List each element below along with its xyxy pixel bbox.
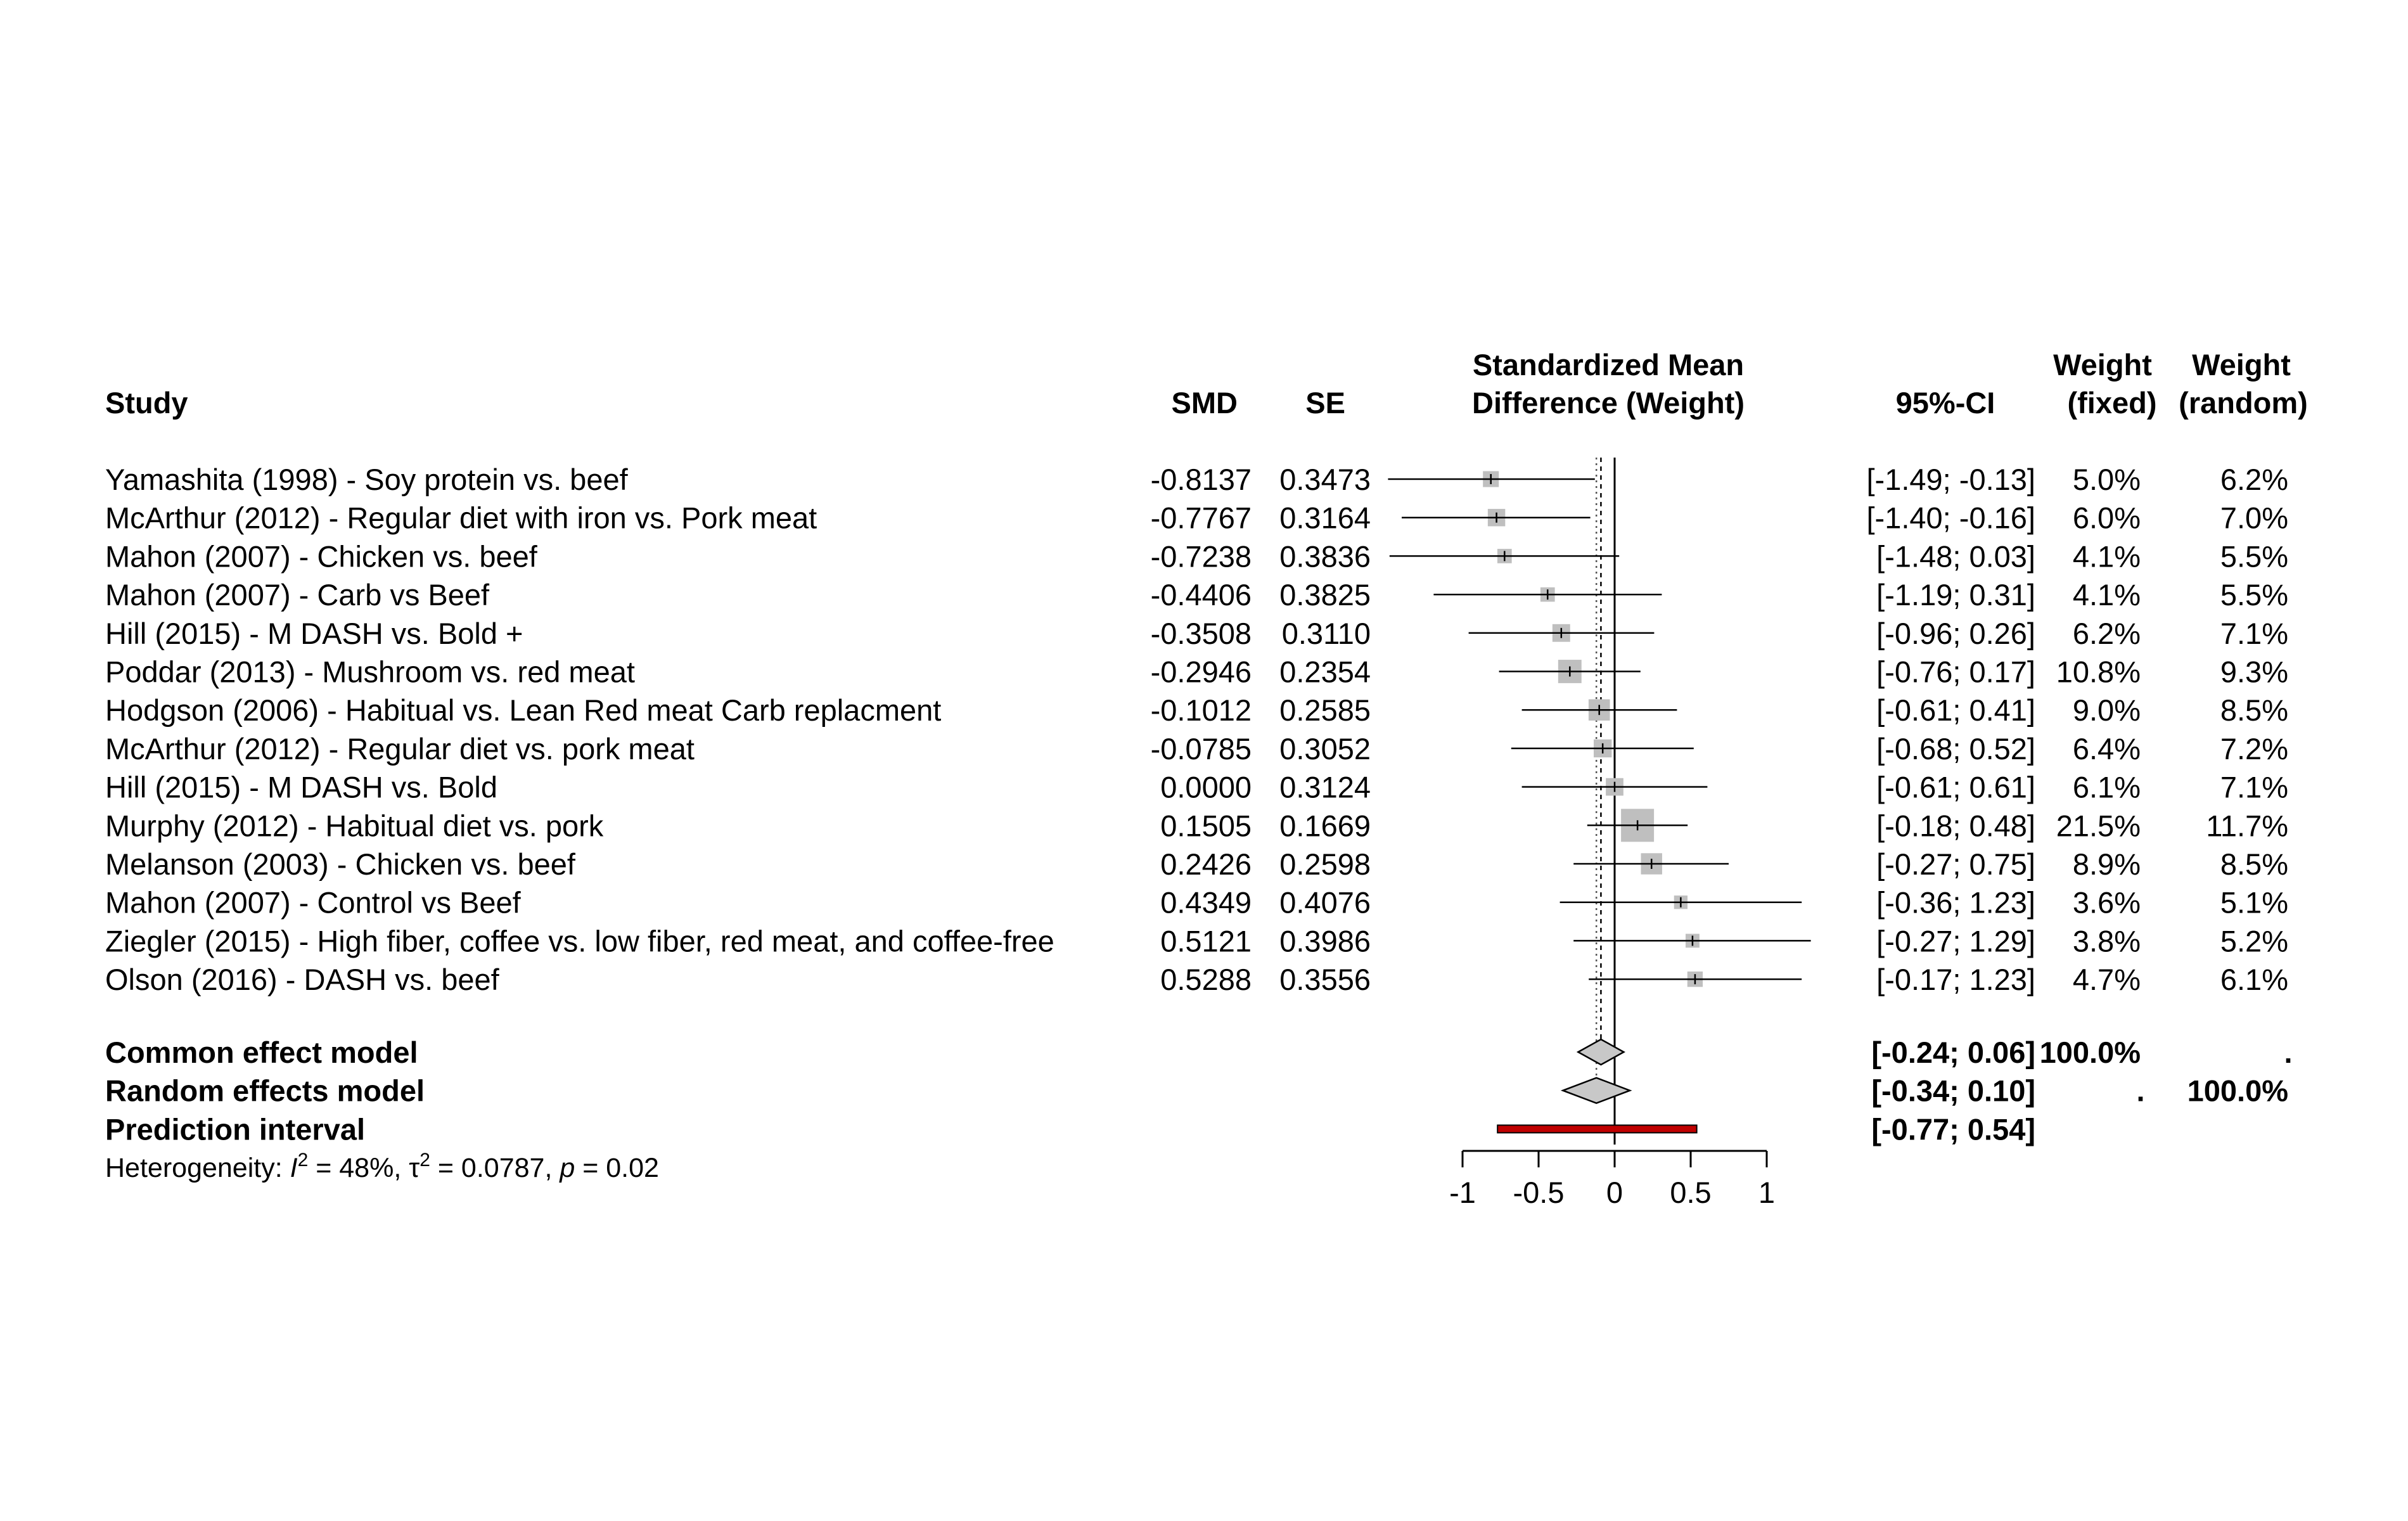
header-effect-line2: Difference (Weight): [1472, 386, 1745, 420]
weight-fixed-value: 4.1%: [2072, 539, 2141, 574]
header-effect-line1: Standardized Mean: [1472, 348, 1745, 382]
weight-random-value: 6.1%: [2220, 963, 2288, 997]
weight-fixed-value: 5.0%: [2072, 463, 2141, 496]
ci-value: [-0.76; 0.17]: [1876, 655, 2035, 689]
smd-value: 0.2426: [1160, 847, 1252, 881]
weight-fixed-value: 10.8%: [2056, 655, 2141, 689]
ci-value: [-0.27; 1.29]: [1876, 924, 2035, 958]
study-label: Melanson (2003) - Chicken vs. beef: [105, 847, 575, 881]
weight-random-value: 7.1%: [2220, 770, 2288, 804]
i2-symbol: I: [290, 1153, 298, 1183]
pooled-ci-value: [-0.77; 0.54]: [1871, 1112, 2035, 1146]
weight-fixed-value: 6.0%: [2072, 501, 2141, 535]
weight-fixed-value: 8.9%: [2072, 847, 2141, 881]
se-value: 0.1669: [1279, 809, 1371, 843]
pooled-weight-fixed: .: [2136, 1074, 2145, 1108]
study-label: Murphy (2012) - Habitual diet vs. pork: [105, 809, 604, 843]
ci-value: [-0.61; 0.61]: [1876, 770, 2035, 804]
heterogeneity-text: [105, 1150, 659, 1183]
ci-value: [-0.68; 0.52]: [1876, 731, 2035, 766]
study-label: Yamashita (1998) - Soy protein vs. beef: [105, 463, 628, 496]
se-value: 0.3473: [1279, 463, 1371, 496]
weight-fixed-value: 3.6%: [2072, 885, 2141, 920]
se-value: 0.2598: [1279, 847, 1371, 881]
smd-value: -0.1012: [1150, 693, 1252, 728]
ci-value: [-1.48; 0.03]: [1876, 539, 2035, 574]
i2-value: = 48%,: [308, 1153, 409, 1183]
weight-random-value: 7.0%: [2220, 501, 2288, 535]
se-value: 0.3052: [1279, 731, 1371, 766]
study-label: Hodgson (2006) - Habitual vs. Lean Red meat Carb replacment: [105, 693, 942, 728]
smd-value: -0.4406: [1150, 578, 1252, 612]
ci-value: [-1.19; 0.31]: [1876, 578, 2035, 612]
header-study: Study: [105, 386, 188, 420]
study-label: McArthur (2012) - Regular diet with iron vs. Pork meat: [105, 501, 817, 535]
ci-value: [-0.96; 0.26]: [1876, 616, 2035, 650]
weight-random-value: 9.3%: [2220, 655, 2288, 689]
ci-value: [-0.61; 0.41]: [1876, 693, 2035, 728]
pooled-ci-value: [-0.24; 0.06]: [1871, 1036, 2035, 1069]
se-value: 0.3164: [1279, 501, 1371, 535]
header-weight-random-line1: Weight: [2192, 348, 2291, 382]
i2-sup: 2: [297, 1150, 309, 1171]
study-label: Mahon (2007) - Control vs Beef: [105, 885, 521, 920]
study-label: Mahon (2007) - Carb vs Beef: [105, 578, 490, 612]
smd-value: 0.1505: [1160, 809, 1252, 843]
weight-random-value: 5.5%: [2220, 578, 2288, 612]
x-tick-label: 0.5: [1670, 1176, 1712, 1209]
weight-fixed-value: 6.1%: [2072, 770, 2141, 804]
weight-random-value: 5.1%: [2220, 885, 2288, 920]
weight-random-value: 8.5%: [2220, 693, 2288, 728]
smd-value: 0.5288: [1160, 963, 1252, 997]
study-label: Ziegler (2015) - High fiber, coffee vs. low fiber, red meat, and coffee-free: [105, 924, 1054, 958]
pooled-label: Common effect model: [105, 1036, 418, 1069]
study-label: Poddar (2013) - Mushroom vs. red meat: [105, 655, 635, 689]
ci-value: [-0.36; 1.23]: [1876, 885, 2035, 920]
se-value: 0.4076: [1279, 885, 1371, 920]
header-smd: SMD: [1171, 386, 1238, 420]
smd-value: -0.0785: [1150, 731, 1252, 766]
ci-value: [-1.49; -0.13]: [1866, 463, 2035, 496]
pooled-label: Random effects model: [105, 1074, 425, 1108]
pooled-weight-fixed: 100.0%: [2039, 1036, 2141, 1069]
random-effect-diamond: [1563, 1078, 1630, 1103]
weight-random-value: 5.2%: [2220, 924, 2288, 958]
smd-value: -0.2946: [1150, 655, 1252, 689]
p-value: = 0.02: [575, 1153, 659, 1183]
prediction-interval-bar: [1497, 1125, 1696, 1133]
weight-random-value: 5.5%: [2220, 539, 2288, 574]
weight-fixed-value: 21.5%: [2056, 809, 2141, 843]
se-value: 0.2354: [1279, 655, 1371, 689]
x-tick-label: 0: [1606, 1176, 1623, 1209]
smd-value: -0.3508: [1150, 616, 1252, 650]
header-se: SE: [1305, 386, 1345, 420]
weight-random-value: 7.1%: [2220, 616, 2288, 650]
ci-value: [-0.27; 0.75]: [1876, 847, 2035, 881]
weight-random-value: 6.2%: [2220, 463, 2288, 496]
study-label: Mahon (2007) - Chicken vs. beef: [105, 539, 537, 574]
pooled-weight-random: 100.0%: [2187, 1074, 2288, 1108]
header-weight-random-line2: (random): [2179, 386, 2308, 420]
se-value: 0.3110: [1281, 616, 1371, 650]
weight-fixed-value: 4.1%: [2072, 578, 2141, 612]
study-label: Hill (2015) - M DASH vs. Bold: [105, 770, 497, 804]
smd-value: -0.7238: [1150, 539, 1252, 574]
header-weight-fixed-line1: Weight: [2053, 348, 2152, 382]
se-value: 0.3556: [1279, 963, 1371, 997]
smd-value: -0.7767: [1150, 501, 1252, 535]
pooled-ci-value: [-0.34; 0.10]: [1871, 1074, 2035, 1108]
x-tick-label: -0.5: [1513, 1176, 1565, 1209]
p-symbol: p: [560, 1153, 575, 1183]
weight-random-value: 7.2%: [2220, 731, 2288, 766]
tau-sup: 2: [419, 1150, 430, 1171]
x-tick-label: -1: [1449, 1176, 1476, 1209]
weight-fixed-value: 4.7%: [2072, 963, 2141, 997]
smd-value: 0.4349: [1160, 885, 1252, 920]
plot-area: [1388, 458, 1810, 1209]
weight-random-value: 8.5%: [2220, 847, 2288, 881]
header-weight-fixed-line2: (fixed): [2067, 386, 2157, 420]
x-tick-label: 1: [1758, 1176, 1776, 1209]
header-ci: 95%-CI: [1895, 386, 1995, 420]
study-label: Olson (2016) - DASH vs. beef: [105, 963, 499, 997]
pooled-label: Prediction interval: [105, 1112, 366, 1146]
common-effect-diamond: [1578, 1039, 1623, 1065]
study-rows: [105, 463, 2293, 1146]
weight-fixed-value: 9.0%: [2072, 693, 2141, 728]
se-value: 0.3836: [1279, 539, 1371, 574]
se-value: 0.3825: [1279, 578, 1371, 612]
tau-symbol: τ: [409, 1153, 420, 1183]
smd-value: 0.5121: [1160, 924, 1252, 958]
weight-fixed-value: 6.2%: [2072, 616, 2141, 650]
smd-value: -0.8137: [1150, 463, 1252, 496]
weight-fixed-value: 6.4%: [2072, 731, 2141, 766]
tau-value: = 0.0787,: [430, 1153, 560, 1183]
se-value: 0.3986: [1279, 924, 1371, 958]
ci-value: [-0.18; 0.48]: [1876, 809, 2035, 843]
ci-value: [-1.40; -0.16]: [1866, 501, 2035, 535]
ci-value: [-0.17; 1.23]: [1876, 963, 2035, 997]
se-value: 0.2585: [1279, 693, 1371, 728]
weight-random-value: 11.7%: [2206, 809, 2288, 843]
study-label: Hill (2015) - M DASH vs. Bold +: [105, 616, 523, 650]
weight-fixed-value: 3.8%: [2072, 924, 2141, 958]
se-value: 0.3124: [1279, 770, 1371, 804]
pooled-weight-random: .: [2284, 1036, 2293, 1069]
smd-value: 0.0000: [1160, 770, 1252, 804]
heterogeneity-label: Heterogeneity:: [105, 1153, 290, 1183]
study-label: McArthur (2012) - Regular diet vs. pork meat: [105, 731, 695, 766]
